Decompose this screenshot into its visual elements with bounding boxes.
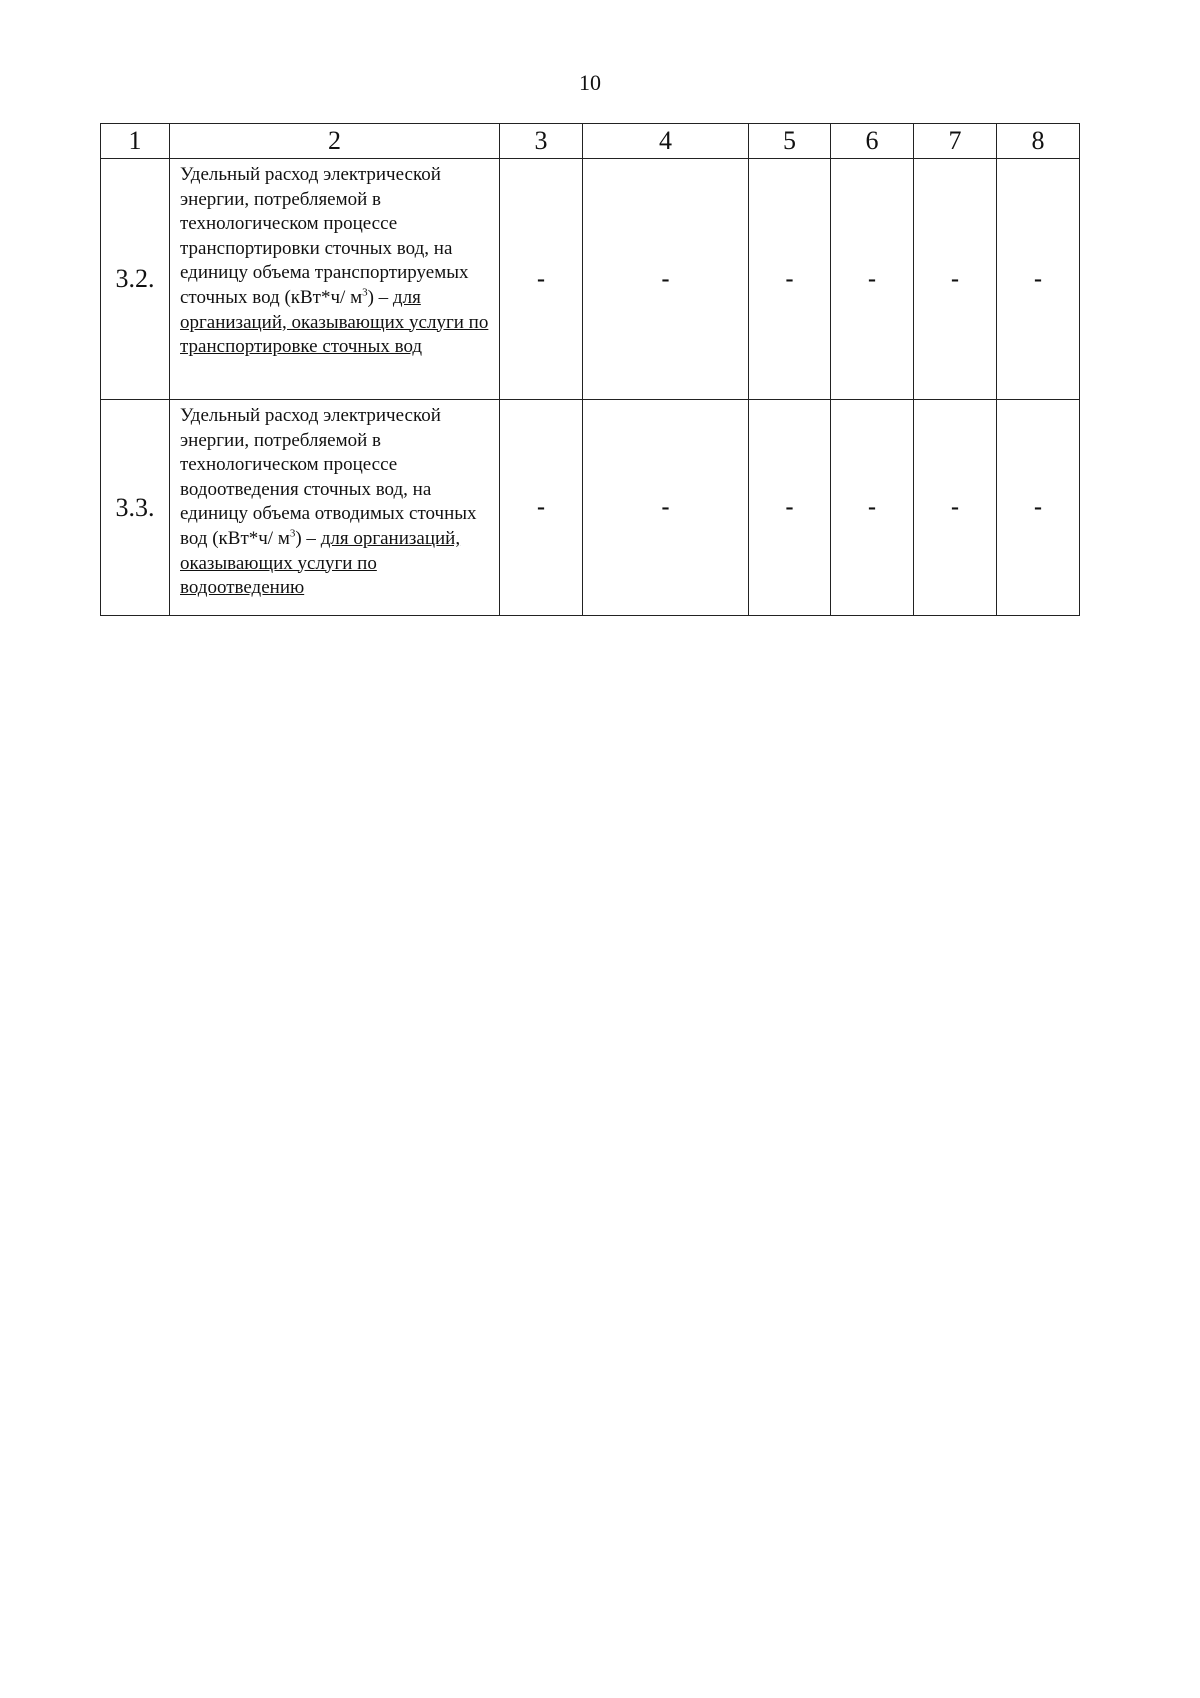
header-cell-7: 7 — [914, 124, 997, 159]
description-separator: ) – — [295, 527, 321, 549]
value-cell: - — [583, 400, 749, 616]
row-number: 3.2. — [101, 159, 170, 400]
header-row — [101, 124, 1080, 159]
header-cell-5: 5 — [749, 124, 831, 159]
row-number: 3.3. — [101, 400, 170, 616]
table-row — [101, 159, 1080, 400]
header-cell-8: 8 — [997, 124, 1080, 159]
description-underlined: для организаций, оказывающих услуги по транспортировке сточных вод — [180, 286, 489, 358]
table-row — [101, 400, 1080, 616]
superscript: 3 — [362, 286, 368, 299]
header-cell-2: 2 — [170, 124, 500, 159]
header-cell-3: 3 — [500, 124, 583, 159]
value-cell: - — [997, 159, 1080, 400]
value-cell: - — [500, 159, 583, 400]
value-cell: - — [914, 400, 997, 616]
value-cell: - — [831, 159, 914, 400]
page-number: 10 — [579, 70, 601, 95]
header-cell-1: 1 — [101, 124, 170, 159]
header-cell-6: 6 — [831, 124, 914, 159]
description-underlined: для организаций, оказывающих услуги по водоотведению — [180, 527, 461, 599]
description-separator: ) – — [367, 286, 393, 308]
value-cell: - — [749, 400, 831, 616]
value-cell: - — [997, 400, 1080, 616]
value-cell: - — [749, 159, 831, 400]
header-cell-4: 4 — [583, 124, 749, 159]
superscript: 3 — [289, 527, 296, 540]
value-cell: - — [914, 159, 997, 400]
indicator-table — [100, 123, 1080, 616]
row-description — [170, 159, 500, 400]
description-text: Удельный расход электрической энергии, потребляемой в технологическом процессе транспортировки сточных вод, на единицу объема транспортируемых сточных вод (кВт*ч/ м — [180, 164, 469, 308]
value-cell: - — [583, 159, 749, 400]
value-cell: - — [500, 400, 583, 616]
row-description — [170, 400, 500, 616]
value-cell: - — [831, 400, 914, 616]
description-text: Удельный расход электрической энергии, потребляемой в технологическом процессе водоотведения сточных вод, на единицу объема отводимых сточных вод (кВт*ч/ м — [180, 405, 477, 549]
